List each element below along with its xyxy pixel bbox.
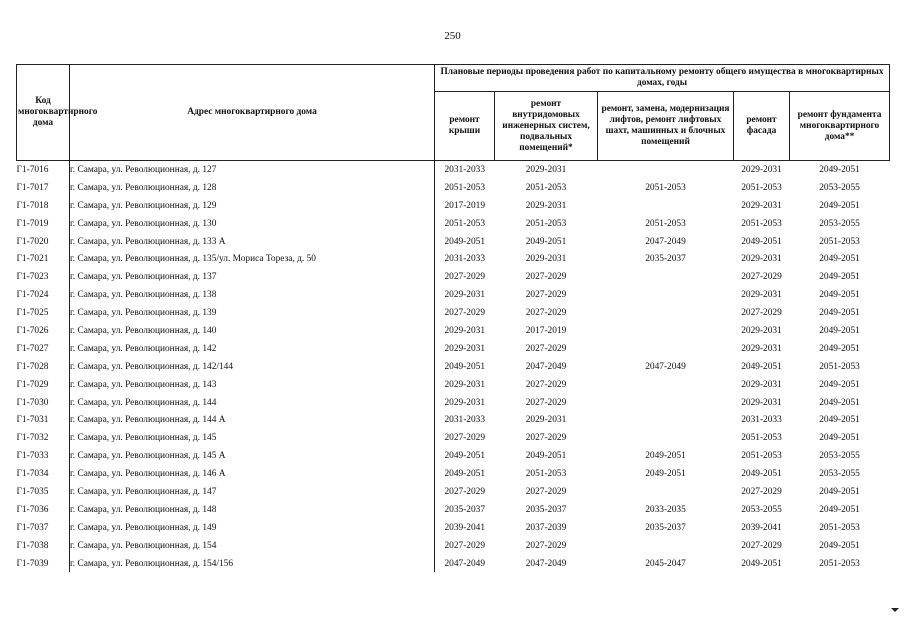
row-foundation-period: 2053-2055 (819, 469, 860, 480)
header-facade: ремонт фасада (734, 92, 790, 161)
row-facade-period: 2051-2053 (741, 433, 782, 444)
table-row (17, 555, 890, 573)
row-engineering-period: 2029-2031 (525, 200, 567, 211)
row-facade-period: 2029-2031 (741, 379, 782, 390)
row-engineering-period: 2027-2029 (525, 397, 567, 408)
table-row (17, 250, 890, 268)
row-foundation-period: 2049-2051 (819, 325, 860, 336)
row-foundation-period: 2053-2055 (819, 451, 860, 462)
table-row (17, 322, 890, 340)
row-roof-period: 2031-2033 (435, 411, 495, 429)
row-code: Г1-7024 (16, 290, 49, 301)
table-row (17, 429, 890, 447)
row-address: г. Самара, ул. Революционная, д. 154/156 (70, 555, 435, 573)
row-facade-period: 2051-2053 (741, 218, 782, 229)
row-foundation-period: 2049-2051 (819, 308, 860, 319)
row-facade-period: 2049-2051 (741, 558, 782, 569)
table-header (17, 65, 890, 161)
row-roof-period: 2027-2029 (435, 537, 495, 555)
row-code: Г1-7017 (16, 182, 49, 193)
row-address: г. Самара, ул. Революционная, д. 133 А (70, 233, 435, 251)
row-facade-period: 2029-2031 (741, 325, 782, 336)
row-address: г. Самара, ул. Революционная, д. 139 (70, 304, 435, 322)
table-row (17, 179, 890, 197)
header-address: Адрес многоквартирного дома (70, 65, 435, 161)
row-address: г. Самара, ул. Революционная, д. 146 А (70, 465, 435, 483)
row-foundation-period: 2053-2055 (819, 218, 860, 229)
row-code: Г1-7025 (16, 308, 49, 319)
row-address: г. Самара, ул. Революционная, д. 138 (70, 286, 435, 304)
row-roof-period: 2027-2029 (435, 304, 495, 322)
row-facade-period: 2027-2029 (741, 272, 782, 283)
row-address: г. Самара, ул. Революционная, д. 148 (70, 501, 435, 519)
table-row (17, 537, 890, 555)
table-row (17, 268, 890, 286)
row-engineering-period: 2051-2053 (525, 218, 567, 229)
header-group: Плановые периоды проведения работ по капитальному ремонту общего имущества в многоквартирных домах, годы (435, 65, 890, 92)
row-roof-period: 2049-2051 (435, 465, 495, 483)
header-roof: ремонт крыши (435, 92, 495, 161)
row-address: г. Самара, ул. Революционная, д. 143 (70, 376, 435, 394)
row-facade-period: 2051-2053 (741, 451, 782, 462)
row-address: г. Самара, ул. Революционная, д. 129 (70, 197, 435, 215)
header-code: Код многоквартирного дома (17, 65, 70, 161)
row-lift-period: 2035-2037 (645, 522, 686, 533)
row-foundation-period: 2049-2051 (819, 379, 860, 390)
row-address: г. Самара, ул. Революционная, д. 144 (70, 394, 435, 412)
row-foundation-period: 2049-2051 (790, 161, 890, 179)
row-engineering-period: 2035-2037 (525, 504, 567, 515)
row-lift-period (598, 394, 734, 412)
row-code: Г1-7030 (16, 397, 49, 408)
table-row (17, 197, 890, 215)
row-lift-period (598, 376, 734, 394)
table-row (17, 447, 890, 465)
row-code: Г1-7018 (16, 200, 49, 211)
row-foundation-period: 2049-2051 (819, 486, 860, 497)
row-lift-period (598, 411, 734, 429)
row-engineering-period: 2049-2051 (525, 451, 567, 462)
row-address: г. Самара, ул. Революционная, д. 140 (70, 322, 435, 340)
table-row (17, 286, 890, 304)
row-facade-period: 2029-2031 (734, 161, 790, 179)
row-engineering-period: 2017-2019 (525, 325, 567, 336)
row-address: г. Самара, ул. Революционная, д. 127 (70, 161, 435, 179)
row-code: Г1-7023 (16, 272, 49, 283)
row-code: Г1-7033 (16, 451, 49, 462)
row-lift-period: 2035-2037 (645, 254, 686, 265)
row-engineering-period: 2027-2029 (525, 272, 567, 283)
row-roof-period: 2029-2031 (435, 322, 495, 340)
row-roof-period: 2051-2053 (435, 179, 495, 197)
row-engineering-period: 2029-2031 (525, 415, 567, 426)
row-roof-period: 2049-2051 (435, 233, 495, 251)
row-roof-period: 2031-2033 (435, 161, 495, 179)
row-lift-period: 2049-2051 (645, 469, 686, 480)
table-row (17, 304, 890, 322)
row-lift-period (598, 322, 734, 340)
table-row (17, 233, 890, 251)
row-code: Г1-7031 (16, 415, 49, 426)
row-engineering-period: 2051-2053 (525, 182, 567, 193)
header-lifts: ремонт, замена, модернизация лифтов, ремонт лифтовых шахт, машинных и блочных помещений (598, 92, 734, 161)
row-foundation-period: 2049-2051 (819, 343, 860, 354)
page-number: 250 (444, 30, 461, 42)
row-facade-period: 2027-2029 (741, 540, 782, 551)
row-engineering-period: 2027-2029 (525, 290, 567, 301)
row-code: Г1-7032 (16, 433, 49, 444)
row-code: Г1-7016 (17, 161, 70, 179)
row-address: г. Самара, ул. Революционная, д. 144 А (70, 411, 435, 429)
row-address: г. Самара, ул. Революционная, д. 147 (70, 483, 435, 501)
row-facade-period: 2053-2055 (741, 504, 782, 515)
row-facade-period: 2029-2031 (741, 200, 782, 211)
corner-arrow-icon (891, 608, 899, 612)
row-foundation-period: 2053-2055 (819, 182, 860, 193)
row-engineering-period: 2051-2053 (525, 469, 567, 480)
row-roof-period: 2031-2033 (435, 250, 495, 268)
row-engineering-period: 2047-2049 (525, 558, 567, 569)
row-code: Г1-7021 (16, 254, 49, 265)
row-foundation-period: 2049-2051 (819, 504, 860, 515)
row-lift-period: 2051-2053 (645, 182, 686, 193)
row-roof-period: 2029-2031 (435, 286, 495, 304)
table-row (17, 161, 890, 179)
row-roof-period: 2051-2053 (435, 215, 495, 233)
row-lift-period: 2049-2051 (645, 451, 686, 462)
row-roof-period: 2029-2031 (435, 394, 495, 412)
row-foundation-period: 2049-2051 (819, 540, 860, 551)
table-row (17, 501, 890, 519)
row-code: Г1-7027 (16, 343, 49, 354)
row-code: Г1-7037 (16, 522, 49, 533)
row-code: Г1-7026 (16, 325, 49, 336)
row-foundation-period: 2049-2051 (819, 433, 860, 444)
row-engineering-period: 2049-2051 (525, 236, 567, 247)
row-address: г. Самара, ул. Революционная, д. 154 (70, 537, 435, 555)
row-engineering-period: 2027-2029 (525, 433, 567, 444)
row-facade-period: 2039-2041 (741, 522, 782, 533)
row-lift-period (598, 537, 734, 555)
row-engineering-period: 2027-2029 (525, 379, 567, 390)
row-foundation-period: 2049-2051 (819, 397, 860, 408)
row-address: г. Самара, ул. Революционная, д. 149 (70, 519, 435, 537)
table-row (17, 411, 890, 429)
row-address: г. Самара, ул. Революционная, д. 137 (70, 268, 435, 286)
row-facade-period: 2031-2033 (741, 415, 782, 426)
row-lift-period (598, 161, 734, 179)
row-lift-period (598, 197, 734, 215)
row-facade-period: 2049-2051 (741, 361, 782, 372)
row-lift-period (598, 286, 734, 304)
row-code: Г1-7029 (16, 379, 49, 390)
row-roof-period: 2049-2051 (435, 358, 495, 376)
row-roof-period: 2027-2029 (435, 268, 495, 286)
row-lift-period: 2033-2035 (645, 504, 686, 515)
row-code: Г1-7034 (16, 469, 49, 480)
row-roof-period: 2029-2031 (435, 340, 495, 358)
row-roof-period: 2047-2049 (435, 555, 495, 573)
row-roof-period: 2039-2041 (435, 519, 495, 537)
table-row (17, 358, 890, 376)
row-foundation-period: 2049-2051 (819, 254, 860, 265)
row-roof-period: 2027-2029 (435, 483, 495, 501)
row-roof-period: 2027-2029 (435, 429, 495, 447)
table-row (17, 340, 890, 358)
row-facade-period: 2049-2051 (741, 469, 782, 480)
row-engineering-period: 2027-2029 (525, 308, 567, 319)
row-lift-period (598, 429, 734, 447)
row-address: г. Самара, ул. Революционная, д. 142 (70, 340, 435, 358)
row-roof-period: 2017-2019 (435, 197, 495, 215)
row-engineering-period: 2047-2049 (525, 361, 567, 372)
row-roof-period: 2035-2037 (435, 501, 495, 519)
table-row (17, 215, 890, 233)
row-engineering-period: 2027-2029 (525, 540, 567, 551)
row-code: Г1-7036 (16, 504, 49, 515)
row-foundation-period: 2051-2053 (819, 361, 860, 372)
row-facade-period: 2029-2031 (741, 290, 782, 301)
row-facade-period: 2029-2031 (741, 254, 782, 265)
row-lift-period (598, 268, 734, 286)
row-address: г. Самара, ул. Революционная, д. 135/ул. Мориса Тореза, д. 50 (70, 250, 435, 268)
row-address: г. Самара, ул. Революционная, д. 128 (70, 179, 435, 197)
row-facade-period: 2027-2029 (741, 308, 782, 319)
row-engineering-period: 2029-2031 (525, 254, 567, 265)
row-foundation-period: 2051-2053 (819, 558, 860, 569)
row-engineering-period: 2027-2029 (525, 343, 567, 354)
row-foundation-period: 2049-2051 (819, 290, 860, 301)
row-roof-period: 2049-2051 (435, 447, 495, 465)
row-lift-period: 2045-2047 (645, 558, 686, 569)
row-code: Г1-7038 (16, 540, 49, 551)
row-code: Г1-7028 (16, 361, 49, 372)
row-address: г. Самара, ул. Революционная, д. 130 (70, 215, 435, 233)
row-address: г. Самара, ул. Революционная, д. 145 (70, 429, 435, 447)
row-facade-period: 2051-2053 (741, 182, 782, 193)
header-engineering: ремонт внутридомовых инженерных систем, подвальных помещений* (495, 92, 598, 161)
row-code: Г1-7020 (16, 236, 49, 247)
row-lift-period: 2047-2049 (645, 236, 686, 247)
row-foundation-period: 2049-2051 (819, 415, 860, 426)
row-foundation-period: 2051-2053 (819, 522, 860, 533)
row-foundation-period: 2049-2051 (819, 200, 860, 211)
table-row (17, 519, 890, 537)
row-code: Г1-7019 (16, 218, 49, 229)
row-lift-period (598, 340, 734, 358)
row-roof-period: 2029-2031 (435, 376, 495, 394)
row-engineering-period: 2027-2029 (525, 486, 567, 497)
table-body (17, 161, 890, 573)
row-facade-period: 2029-2031 (741, 343, 782, 354)
row-address: г. Самара, ул. Революционная, д. 145 А (70, 447, 435, 465)
row-foundation-period: 2051-2053 (819, 236, 860, 247)
row-facade-period: 2029-2031 (741, 397, 782, 408)
row-engineering-period: 2037-2039 (525, 522, 567, 533)
header-foundation: ремонт фундамента многоквартирного дома** (790, 92, 890, 161)
row-facade-period: 2049-2051 (741, 236, 782, 247)
capital-repair-table (16, 64, 890, 572)
row-lift-period: 2051-2053 (645, 218, 686, 229)
table-row (17, 376, 890, 394)
row-facade-period: 2027-2029 (741, 486, 782, 497)
row-code: Г1-7039 (16, 558, 49, 569)
row-lift-period (598, 304, 734, 322)
row-foundation-period: 2049-2051 (819, 272, 860, 283)
row-code: Г1-7035 (16, 486, 49, 497)
table-row (17, 394, 890, 412)
row-address: г. Самара, ул. Революционная, д. 142/144 (70, 358, 435, 376)
row-engineering-period: 2029-2031 (495, 161, 598, 179)
table-row (17, 483, 890, 501)
table-row (17, 465, 890, 483)
row-lift-period (598, 483, 734, 501)
row-lift-period: 2047-2049 (645, 361, 686, 372)
